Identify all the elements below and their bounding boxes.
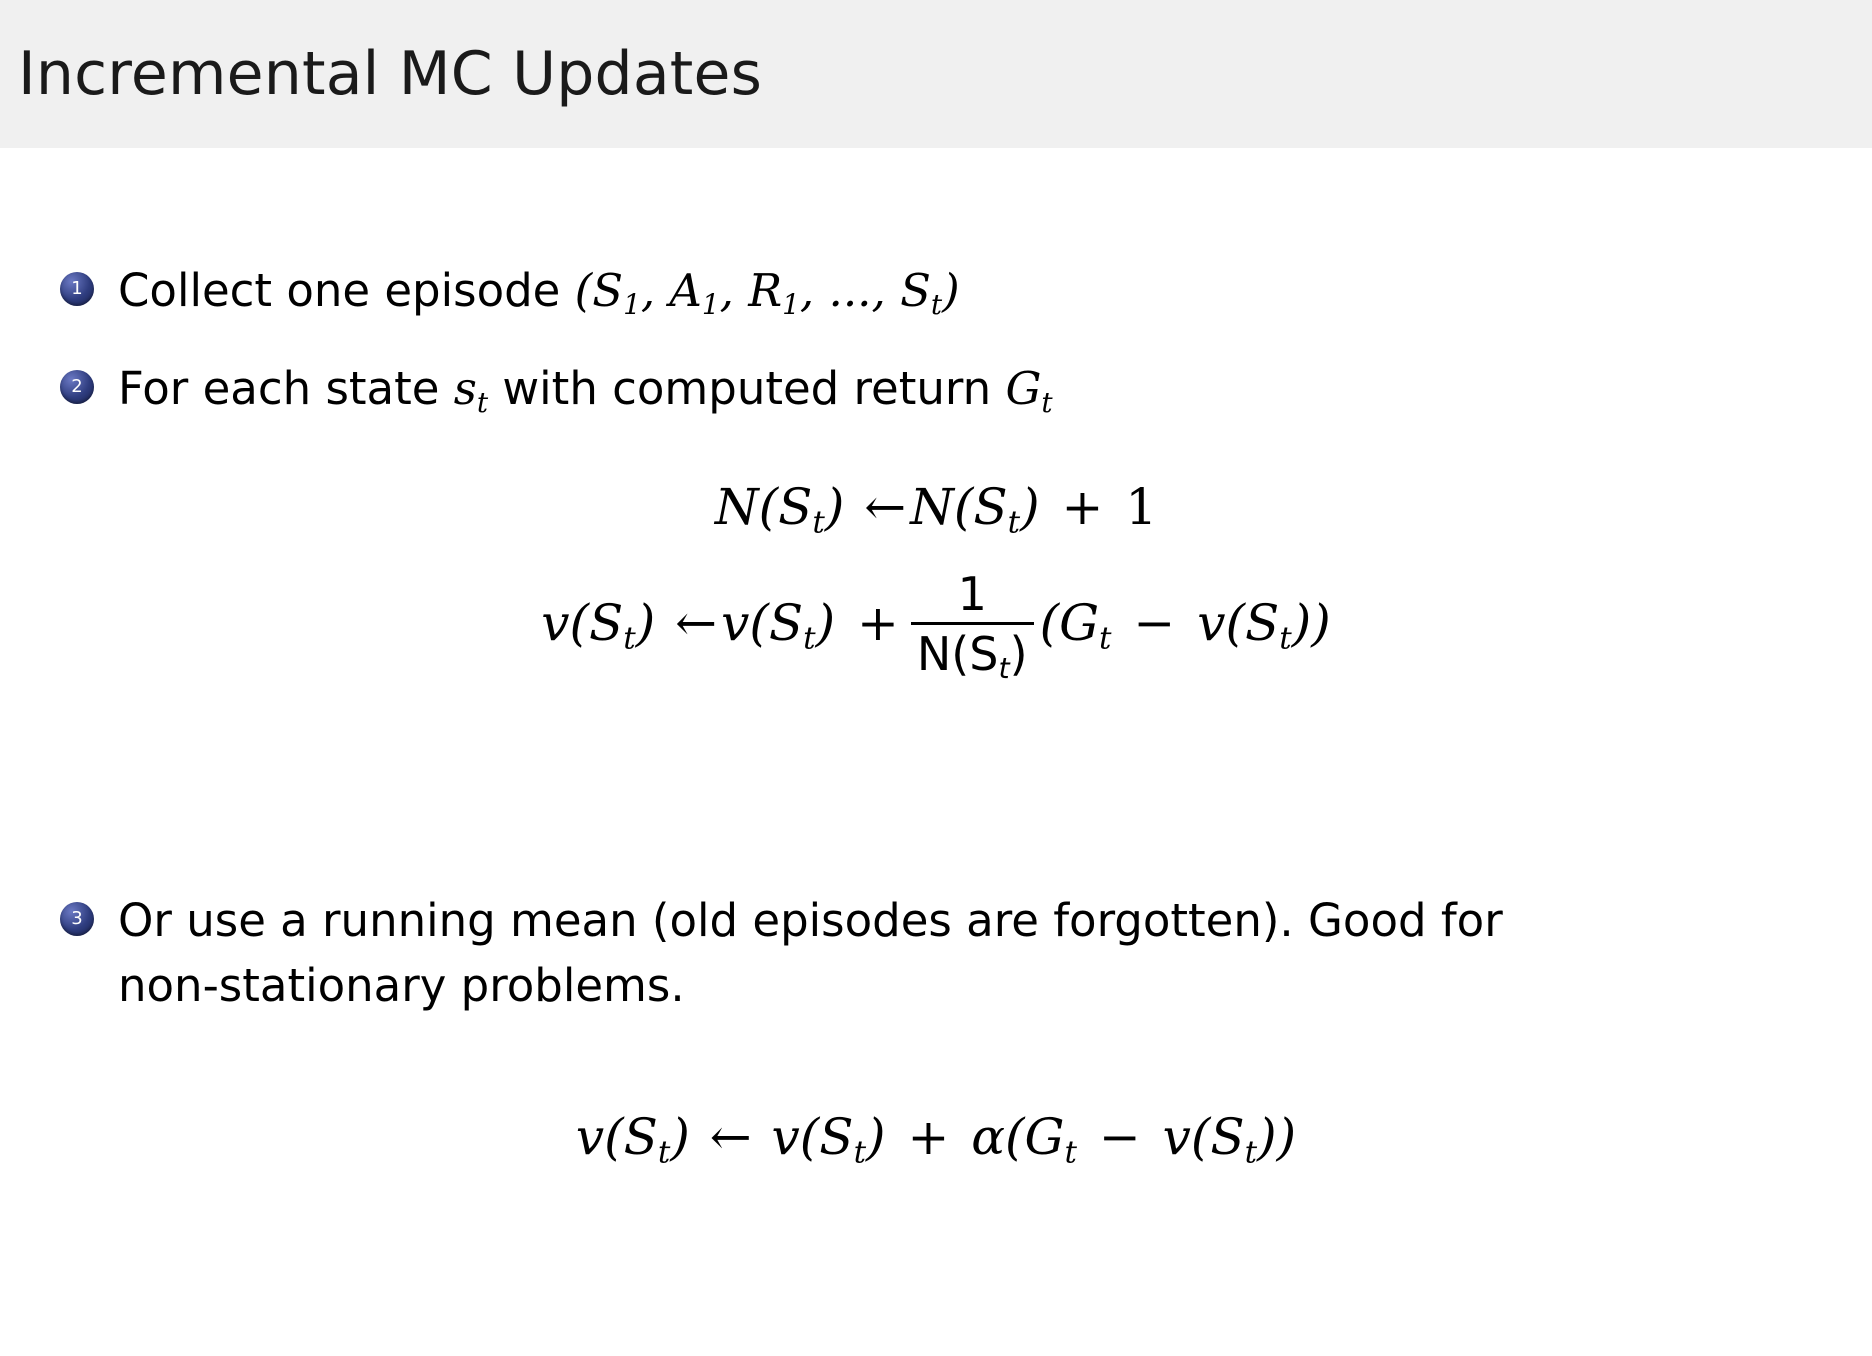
list-item-2-symbol-g: $G_t$ [1005,362,1053,419]
list-item-2-symbol-s: $s_t$ [453,362,489,419]
list-item-text [118,258,960,325]
list-item-text: Or use a running mean (old episodes are forgotten). Good for non-stationary problems. [118,894,1503,1013]
fraction-numerator: 1 [957,567,987,621]
fraction-bar [911,622,1034,625]
equation-1 [0,478,1872,541]
list-item-1-math: ($S_1$, $A_1$, $R_1$, ..., $S_t$) [574,264,960,321]
page-title: Incremental MC Updates [18,39,763,109]
list-item [60,888,1820,1019]
bullet-number-icon: 1 [60,272,94,306]
equation-2 [0,567,1872,686]
fraction [911,567,1034,686]
list-item-2-prefix: For each state [118,362,454,415]
equation-1-text: $N(S_t)$ $\leftarrow N(S_t) + 1$ [714,478,1158,541]
list-item-text [118,356,1053,423]
fraction-denominator: $N(S_t)$ [916,627,1028,686]
equation-3 [0,1108,1872,1171]
equation-3-text: $v(S_t)$ ← $v(S_t) + \alpha(G_t - v(S_t))$ [575,1108,1297,1171]
slide-title-bar [0,0,1872,148]
list-item-1-prefix: Collect one episode [118,264,575,317]
list-item [60,356,1053,423]
list-item-2-mid: with computed return [488,362,1006,415]
slide-body [0,148,1872,1356]
equation-2-text: $v(S_t)$ $\leftarrow v(S_t)$ + $\frac{1}{N(S_t)}$ $(G_t - v(S_t))$ [541,567,1331,686]
bullet-number-icon: 2 [60,370,94,404]
bullet-number-icon: 3 [60,902,94,936]
list-item [60,258,960,325]
